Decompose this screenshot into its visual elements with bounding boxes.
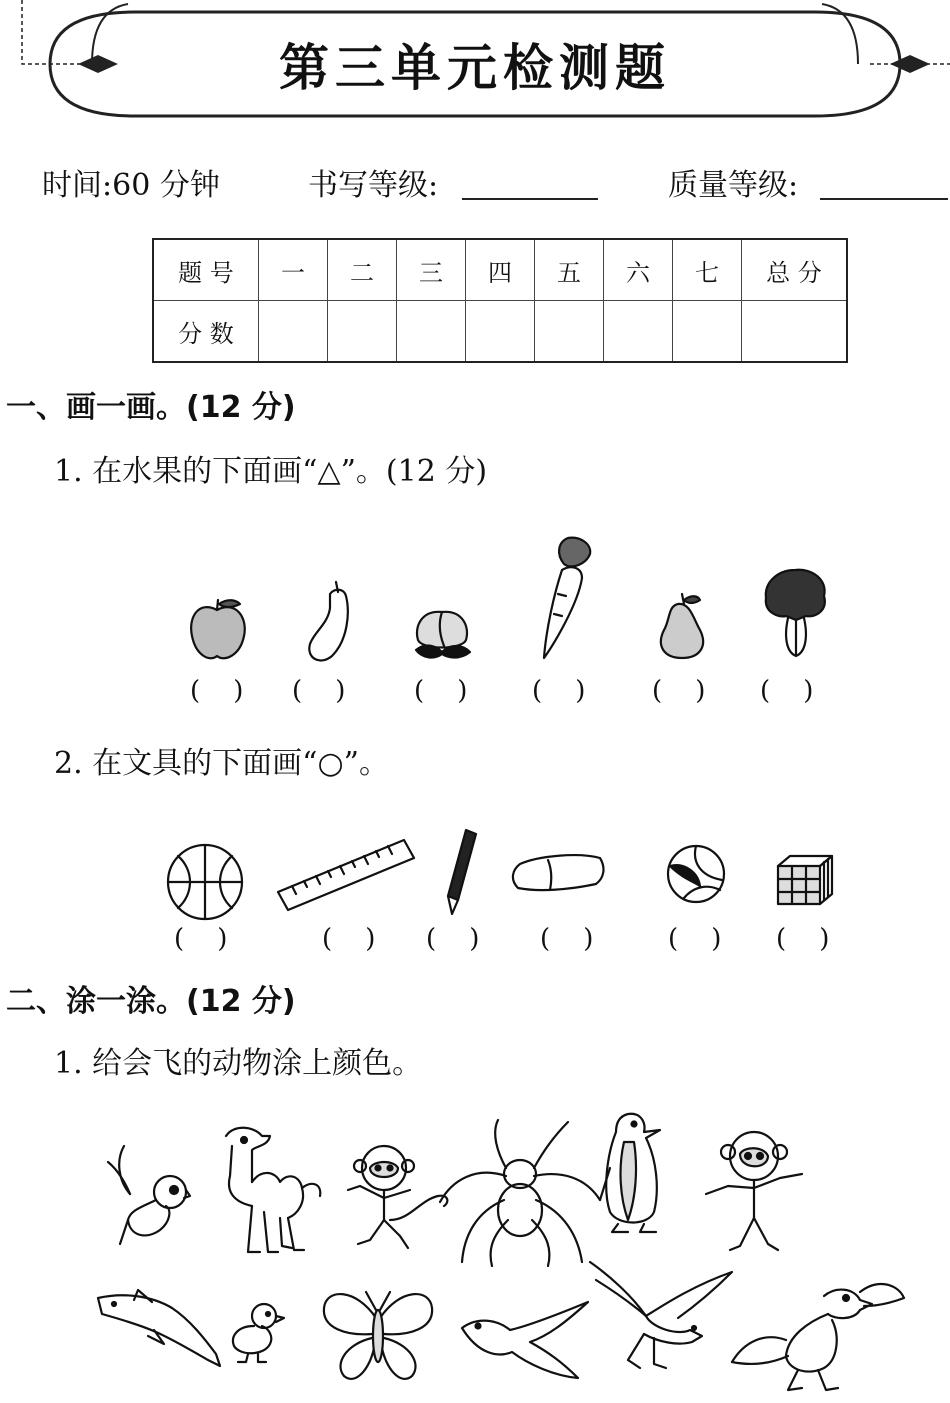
answer-blank[interactable]: ( ): [414, 676, 468, 706]
pencil-icon: [444, 826, 480, 916]
eraser-icon: [508, 850, 608, 894]
answer-blank[interactable]: ( ): [174, 924, 228, 954]
table-header-cell: 四: [466, 239, 535, 301]
apple-icon: [186, 596, 248, 664]
table-header-cell: 一: [259, 239, 328, 301]
score-cell[interactable]: [259, 301, 328, 363]
table-header-cell: 七: [673, 239, 742, 301]
bird-icon: [100, 1140, 192, 1252]
swallow-icon: [458, 1296, 594, 1382]
answer-blank[interactable]: ( ): [540, 924, 594, 954]
score-cell[interactable]: [535, 301, 604, 363]
peach-icon: [410, 604, 474, 660]
score-cell[interactable]: [397, 301, 466, 363]
score-cell[interactable]: [466, 301, 535, 363]
page-title: 第三单元检测题: [279, 39, 671, 97]
writing-grade-label: 书写等级:: [308, 168, 439, 203]
volleyball-icon: [664, 842, 728, 906]
answer-blank[interactable]: ( ): [668, 924, 722, 954]
writing-grade-blank[interactable]: [462, 198, 598, 200]
table-row: [153, 239, 847, 301]
score-cell[interactable]: [328, 301, 397, 363]
spider-icon: [436, 1116, 604, 1270]
camel-icon: [206, 1122, 330, 1262]
ruler-icon: [272, 836, 418, 916]
butterfly-icon: [316, 1278, 440, 1392]
table-header-cell: 题 号: [153, 239, 259, 301]
answer-blank[interactable]: ( ): [322, 924, 376, 954]
answer-blank[interactable]: ( ): [426, 924, 480, 954]
answer-blank[interactable]: ( ): [292, 676, 346, 706]
time-label: 时间:60 分钟: [42, 168, 220, 203]
score-cell[interactable]: [673, 301, 742, 363]
score-table: [152, 238, 848, 363]
monkey-icon: [698, 1126, 814, 1256]
quality-grade-blank[interactable]: [820, 198, 948, 200]
table-header-cell: 五: [535, 239, 604, 301]
eagle-icon: [728, 1270, 908, 1394]
table-header-cell: 六: [604, 239, 673, 301]
question-2-1: 1. 给会飞的动物涂上颜色。: [54, 1046, 423, 1081]
pear-icon: [654, 590, 710, 662]
score-cell[interactable]: [742, 301, 848, 363]
carrot-icon: [532, 534, 602, 664]
section-heading-1: 一、画一画。(12 分): [6, 390, 296, 425]
penguin-icon: [598, 1108, 666, 1236]
answer-blank[interactable]: ( ): [190, 676, 244, 706]
table-header-cell: 总 分: [742, 239, 848, 301]
rubiks-cube-icon: [774, 852, 838, 906]
cabbage-icon: [760, 566, 830, 660]
chick-icon: [226, 1300, 288, 1364]
table-header-cell: 三: [397, 239, 466, 301]
table-row: [153, 301, 847, 363]
basketball-icon: [164, 842, 246, 922]
answer-blank[interactable]: ( ): [532, 676, 586, 706]
table-row-label: 分 数: [153, 301, 259, 363]
section-heading-2: 二、涂一涂。(12 分): [6, 984, 296, 1019]
dolphin-icon: [94, 1288, 224, 1372]
question-1-2: 2. 在文具的下面画“○”。: [54, 746, 390, 781]
quality-grade-label: 质量等级:: [668, 168, 799, 203]
answer-blank[interactable]: ( ): [652, 676, 706, 706]
table-header-cell: 二: [328, 239, 397, 301]
answer-blank[interactable]: ( ): [760, 676, 814, 706]
score-cell[interactable]: [604, 301, 673, 363]
answer-blank[interactable]: ( ): [776, 924, 830, 954]
eggplant-icon: [304, 578, 354, 662]
question-1-1: 1. 在水果的下面画“△”。(12 分): [54, 454, 488, 489]
